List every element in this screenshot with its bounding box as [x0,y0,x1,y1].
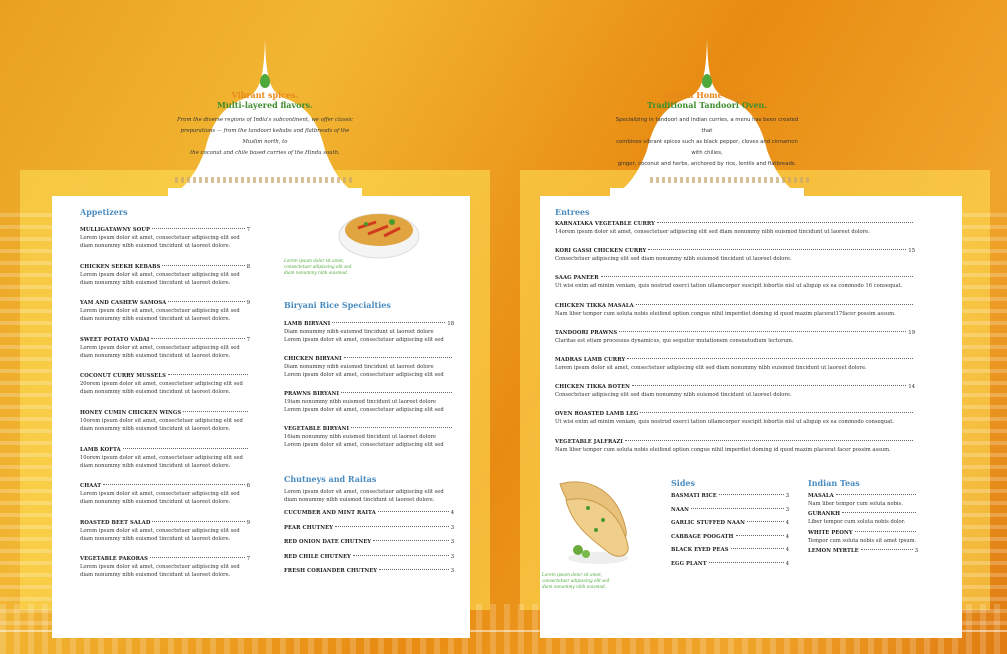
leader-dots [150,557,245,558]
leader-dots [335,526,449,527]
menu-item-row [671,506,789,514]
menu-item-price: 18 [447,321,454,327]
menu-item-row [808,547,918,555]
leader-dots [842,512,916,513]
menu-item-price: 3 [450,568,454,575]
leader-dots [636,304,913,305]
menu-item-price: 14 [908,384,915,391]
menu-item [80,519,250,543]
biryani-heading: Biryani Rice Specialties [284,300,391,310]
leader-dots [640,412,913,413]
menu-item-row [555,220,915,228]
menu-item-price: 7 [246,227,250,233]
menu-item-description: Lorem ipsum dolor sit amet, consectetuer adipiscing elit sed [284,337,444,343]
menu-item-name: BLACK EYED PEAS [671,547,729,554]
menu-item-name: NAAN [671,506,689,513]
leader-dots [719,494,784,495]
menu-item [555,410,915,426]
leader-dots [855,531,916,532]
right-arch-header [612,74,802,170]
menu-item-name: SAAG PANEER [555,275,599,282]
menu-item [555,302,915,318]
menu-item [671,519,789,527]
menu-item-row [80,336,250,344]
menu-item-price: 8 [246,263,250,270]
menu-item [80,446,250,470]
menu-item-description: Liber tempor cum soluta nobis dolor. [808,519,906,526]
menu-item-description: Lorem ipsum dolor sit amet, consectetuer adipiscing elit sed [284,442,444,448]
menu-item-description: Lorem ipsum dolor sit amet, consectetuer adipiscing elit sed [284,372,444,378]
menu-item-row [284,567,454,575]
menu-item-row [80,263,250,271]
menu-item [80,482,250,506]
menu-item-name: RED ONION DATE CHUTNEY [284,539,372,546]
leader-dots [344,357,452,358]
right-arch-subtitle: Traditional Tandoori Oven. [646,100,768,110]
menu-item [80,555,250,579]
leader-dots [731,548,784,549]
left-arch-divider [175,177,355,183]
menu-item-description: Lorem ipsum dolor sit amet, consectetuer adipiscing elit sed [80,491,240,498]
leader-dots [379,569,448,570]
menu-item-row [555,274,915,282]
leader-dots [657,222,913,223]
menu-item [555,356,915,372]
menu-item-row [671,546,789,554]
menu-item-description: 20orem ipsum dolor sit amet, consectetuer adipiscing elit sed [80,381,243,388]
menu-item-description: diam nonummy nibh euismod tincidunt ut laoreet dolore. [80,499,231,506]
menu-item-row [80,446,250,454]
menu-item-name: OVEN ROASTED LAMB LEG [555,411,639,418]
menu-item-row [284,320,454,328]
menu-item-row [80,299,250,307]
menu-item-price: 4 [785,520,789,527]
menu-item-name: VEGETABLE BIRYANI [284,426,349,432]
leader-dots [168,374,248,375]
menu-item-row [284,355,454,363]
leader-dots [648,249,906,250]
menu-item-row [808,510,918,518]
left-arch-body: From the diverse regions of India's subcontinent, we offer classic preparations — from the tandoori kebabs and flatbreads of the Muslim north, to the coconut and chile based curries of the Hindu south. [177,117,353,156]
menu-item-name: ROASTED BEET SALAD [80,519,151,526]
leader-dots [736,535,784,536]
menu-item-row [80,519,250,527]
menu-item-row [671,519,789,527]
leader-dots [103,484,245,485]
menu-item-name: MULLIGATAWNY SOUP [80,227,150,233]
menu-item-name: LAMB KOFTA [80,446,121,453]
menu-item [284,567,454,575]
menu-item-description: diam nonummy nibh euismod tincidunt ut laoreet dolore. [80,243,231,249]
menu-item [671,533,789,541]
menu-item-description: Consectetuer adipiscing elit sed diam nonummy nibh euismod tincidunt ut laoreet dolore. [555,256,792,263]
menu-item-name: PEAR CHUTNEY [284,524,334,531]
menu-item-description: Lorem ipsum dolor sit amet, consectetuer adipiscing elit sed [80,344,240,351]
leader-dots [351,427,452,428]
menu-item-row [555,356,915,364]
menu-item-price: 19 [908,329,915,336]
menu-item-price: 9 [246,300,250,307]
menu-item-row [80,482,250,490]
leader-dots [151,338,244,339]
menu-item-price: 3 [785,506,789,513]
right-arch-body: Specializing in tandoori and Indian curries, a menu has been created that combines vibrant spices such as black pepper, cloves and cinnamon with chilies, ginger, coconut and herbs, anchored by rice, lentils and flatbreads. [615,117,799,167]
menu-item [284,509,454,517]
menu-item-description: diam nonummy nibh euismod tincidunt ut laoreet dolore. [80,316,231,323]
menu-item-row [555,438,915,446]
menu-item-name: LEMON MYRTLE [808,548,859,555]
menu-item-row [555,247,915,255]
menu-item-price: 4 [785,547,789,554]
menu-item-price: 4 [785,533,789,540]
menu-item-description: Lorem ipsum dolor sit amet, consectetuer adipiscing elit sed [284,407,444,413]
menu-item-row [555,329,915,337]
menu-item [671,560,789,568]
leader-dots [373,540,448,541]
menu-item [808,547,918,555]
menu-item-name: FRESH CORIANDER CHUTNEY [284,568,378,575]
menu-item-row [671,560,789,568]
menu-item-description: Lorem ipsum dolor sit amet, consectetuer adipiscing elit sed [80,564,240,571]
menu-item-description: 16iam nonummy nibh euismod tincidunt ut laoreet dolore [284,434,437,440]
menu-item [671,492,789,500]
teas-heading: Indian Teas [808,478,860,488]
menu-item-row [555,302,915,310]
menu-item [555,247,915,263]
menu-item-description: Claritas est etiam processus dynamicus, qui sequitur mutationem consuetudium lectorum. [555,337,794,344]
menu-item-name: HONEY CUMIN CHICKEN WINGS [80,410,182,416]
leader-dots [836,494,916,495]
menu-item-name: YAM AND CASHEW SAMOSA [80,300,167,307]
menu-item-row [284,524,454,532]
menu-item-price: 15 [908,248,915,255]
menu-item-price: 3 [450,539,454,546]
leader-dots [162,265,244,266]
leader-dots [709,562,784,563]
menu-item-price: 3 [914,548,918,555]
menu-item-row [284,425,454,433]
menu-item [555,220,915,236]
leader-dots [378,511,449,512]
menu-item-name: GARLIC STUFFED NAAN [671,520,745,527]
left-arch-subtitle: Multi-layered flavors. [217,100,313,110]
sides-heading: Sides [671,478,696,488]
menu-item-row [284,538,454,546]
leader-dots [353,555,449,556]
menu-item [555,274,915,290]
menu-item [284,425,454,449]
menu-item-description: 19iam nonummy nibh euismod tincidunt ut laoreet dolore [284,399,437,405]
menu-item [284,553,454,561]
menu-item [80,263,250,287]
right-arch-divider [650,177,810,183]
leader-dots [152,521,244,522]
menu-item-name: PRAWNS BIRYANI [284,391,340,397]
menu-item-description: Tempor cum soluta nobis sit amet ipsum. [808,537,917,544]
right-photo-caption: Lorem ipsum dolor sit amet, consectetuer adipiscing elit sed diam nonummy nibh euismod. [542,572,610,589]
menu-item-row [284,509,454,517]
leader-dots [183,411,248,412]
menu-item-description: diam nonummy nibh euismod tincidunt ut laoreet dolore. [80,352,231,359]
menu-item-row [284,390,454,398]
leader-dots [619,331,906,332]
chutneys-heading: Chutneys and Raitas [284,474,377,484]
menu-item-description: Ut wisi enim ad minim veniam, quis nostrud exerci tation ullamcorper suscipit lobortis nisl ut aliquip ex ea commodo 16 consequat. [555,283,903,290]
leader-dots [747,521,784,522]
appetizers-heading: Appetizers [80,207,128,217]
menu-item-description: 10orem ipsum dolor sit amet, consectetuer adipiscing elit sed [80,418,243,424]
menu-item-name: VEGETABLE PAKORAS [80,556,148,563]
entrees-heading: Entrees [555,207,590,217]
menu-item-name: COCONUT CURRY MUSSELS [80,373,166,380]
menu-item-price: 4 [450,510,454,516]
menu-item-price: 3 [450,553,454,560]
menu-item-row [808,492,918,500]
menu-item-row [284,553,454,561]
leader-dots [341,392,452,393]
menu-item-name: CABBAGE POOGATH [671,533,734,540]
menu-item-description: Diam nonummy nibh euismod tincidunt ut laoreet dolore [284,364,434,370]
menu-item-description: Nam liber tempor cum soluta nobis. [808,501,903,507]
menu-item-description: Lorem ipsum dolor sit amet, consectetuer adipiscing elit sed diam nonummy nibh euismod tincidunt ut laoreet dolore. [555,365,867,371]
leader-dots [627,358,913,359]
menu-item-price: 7 [246,556,250,563]
right-arch-title: Indian Home-style. [664,90,750,100]
menu-item-name: EGG PLANT [671,561,707,567]
menu-item-description: diam nonummy nibh euismod tincidunt ut laoreet dolore. [80,279,231,286]
menu-item-row [80,372,250,380]
leaf-icon [702,74,712,88]
menu-item-description: 14orem ipsum dolor sit amet, consectetuer adipiscing elit sed diam nonummy nibh euismod tincidunt ut laoreet dolore. [555,229,870,235]
menu-item-description: Ut wisi enim ad minim veniam, quis nostrud exerci tation ullamcorper suscipit lobortis nisl ut aliquip ex ea commodo consequat. [555,419,895,426]
menu-item-price: 6 [246,483,250,490]
menu-item-price: 9 [246,519,250,526]
menu-item-name: CHICKEN TIKKA MASALA [555,302,634,309]
menu-item [80,226,250,250]
menu-item-name: CUCUMBER AND MINT RAITA [284,510,376,516]
menu-item-price: 3 [450,524,454,531]
menu-item-price: 4 [785,561,789,567]
menu-item-name: VEGETABLE JALFRAZI [555,438,623,445]
menu-item [80,372,250,396]
menu-item-name: BASMATI RICE [671,493,717,499]
menu-item [555,438,915,454]
menu-item [284,355,454,379]
menu-item-description: diam nonummy nibh euismod tincidunt ut laoreet dolore. [80,572,231,579]
menu-item-row [80,409,250,417]
leader-dots [168,301,244,302]
menu-item-name: KORI GASSI CHICKEN CURRY [555,248,647,255]
menu-item [80,299,250,323]
menu-item-description: diam nonummy nibh euismod tincidunt ut laoreet dolore. [80,426,231,432]
menu-item-name: MASALA [808,493,834,499]
left-arch-header [170,74,360,159]
leader-dots [332,322,445,323]
menu-item [284,524,454,532]
leaf-icon [260,74,270,88]
menu-item [80,336,250,360]
menu-item-description: diam nonummy nibh euismod tincidunt ut laoreet dolore. [80,535,231,542]
leader-dots [691,508,784,509]
menu-item [808,529,918,545]
menu-item [284,320,454,344]
menu-item-name: MADRAS LAMB CURRY [555,357,626,363]
menu-item [555,329,915,345]
menu-item-description: Lorem ipsum dolor sit amet, consectetuer adipiscing elit sed [80,308,240,315]
menu-item-description: Consectetuer adipiscing elit sed diam nonummy nibh euismod tincidunt ut laoreet dolore. [555,392,792,399]
menu-item-row [80,226,250,234]
chutneys-intro: Lorem ipsum dolor sit amet, consectetuer adipiscing elit sed diam nonummy nibh euismod tincidunt ut laoreet dolore. [284,489,444,503]
menu-item [671,506,789,514]
menu-item-name: GURANKH [808,511,841,518]
menu-item-row [555,383,915,391]
menu-item-description: diam nonummy nibh euismod tincidunt ut laoreet dolore. [80,462,231,469]
menu-item-name: RED CHILE CHUTNEY [284,553,351,560]
menu-item-name: SWEET POTATO VADAI [80,336,150,343]
menu-item-name: TANDOORI PRAWNS [555,329,618,336]
leader-dots [601,276,913,277]
menu-item [808,510,918,526]
menu-item-name: KARNATAKA VEGETABLE CURRY [555,221,655,227]
menu-item [555,383,915,399]
menu-item-row [80,555,250,563]
menu-item-name: CHAAT [80,483,102,490]
leader-dots [152,228,245,229]
menu-item-price: 7 [246,336,250,343]
menu-item-description: Lorem ipsum dolor sit amet, consectetuer adipiscing elit sed [80,527,240,534]
menu-item [284,538,454,546]
left-photo-caption: Lorem ipsum dolor sit amet, consectetuer adipiscing elit sed diam nonummy nibh euismod. [284,258,352,275]
leader-dots [625,440,913,441]
menu-item-price: 3 [785,493,789,499]
menu-item [284,390,454,414]
menu-item-description: Lorem ipsum dolor sit amet, consectetuer adipiscing elit sed [80,271,240,278]
menu-item-description: diam nonummy nibh euismod tincidunt ut laoreet dolore. [80,389,231,396]
left-arch-title: Vibrant spices. [231,90,299,100]
menu-item-row [671,533,789,541]
leader-dots [632,385,906,386]
menu-item-description: Nam liber tempor cum soluta nobis eleifend option congue nihil imperdiet doming id quod mazim placerat facer possim assum. [555,446,891,453]
menu-item-name: CHICKEN TIKKA BOTEN [555,384,630,391]
menu-item-name: LAMB BIRYANI [284,321,331,327]
menu-item-description: Nam liber tempor cum soluta nobis eleifend option congue nihil imperdiet doming id quod mazim placerat17facer possim assum. [555,310,896,317]
menu-item [671,546,789,554]
menu-item-description: Lorem ipsum dolor sit amet, consectetuer adipiscing elit sed [80,235,240,241]
leader-dots [123,448,248,449]
menu-item-name: WHITE PEONY [808,529,853,536]
menu-item [808,492,918,508]
menu-item-row [671,492,789,500]
menu-item-name: CHICKEN SEEKH KEBABS [80,263,161,270]
menu-item [80,409,250,433]
menu-item-row [808,529,918,537]
naan-photo [548,470,638,570]
menu-item-description: Diam nonummy nibh euismod tincidunt ut laoreet dolore [284,329,434,335]
menu-item-description: 10orem ipsum dolor sit amet, consectetuer adipiscing elit sed [80,454,243,461]
menu-item-row [555,410,915,418]
leader-dots [861,549,913,550]
menu-item-name: CHICKEN BIRYANI [284,356,342,362]
